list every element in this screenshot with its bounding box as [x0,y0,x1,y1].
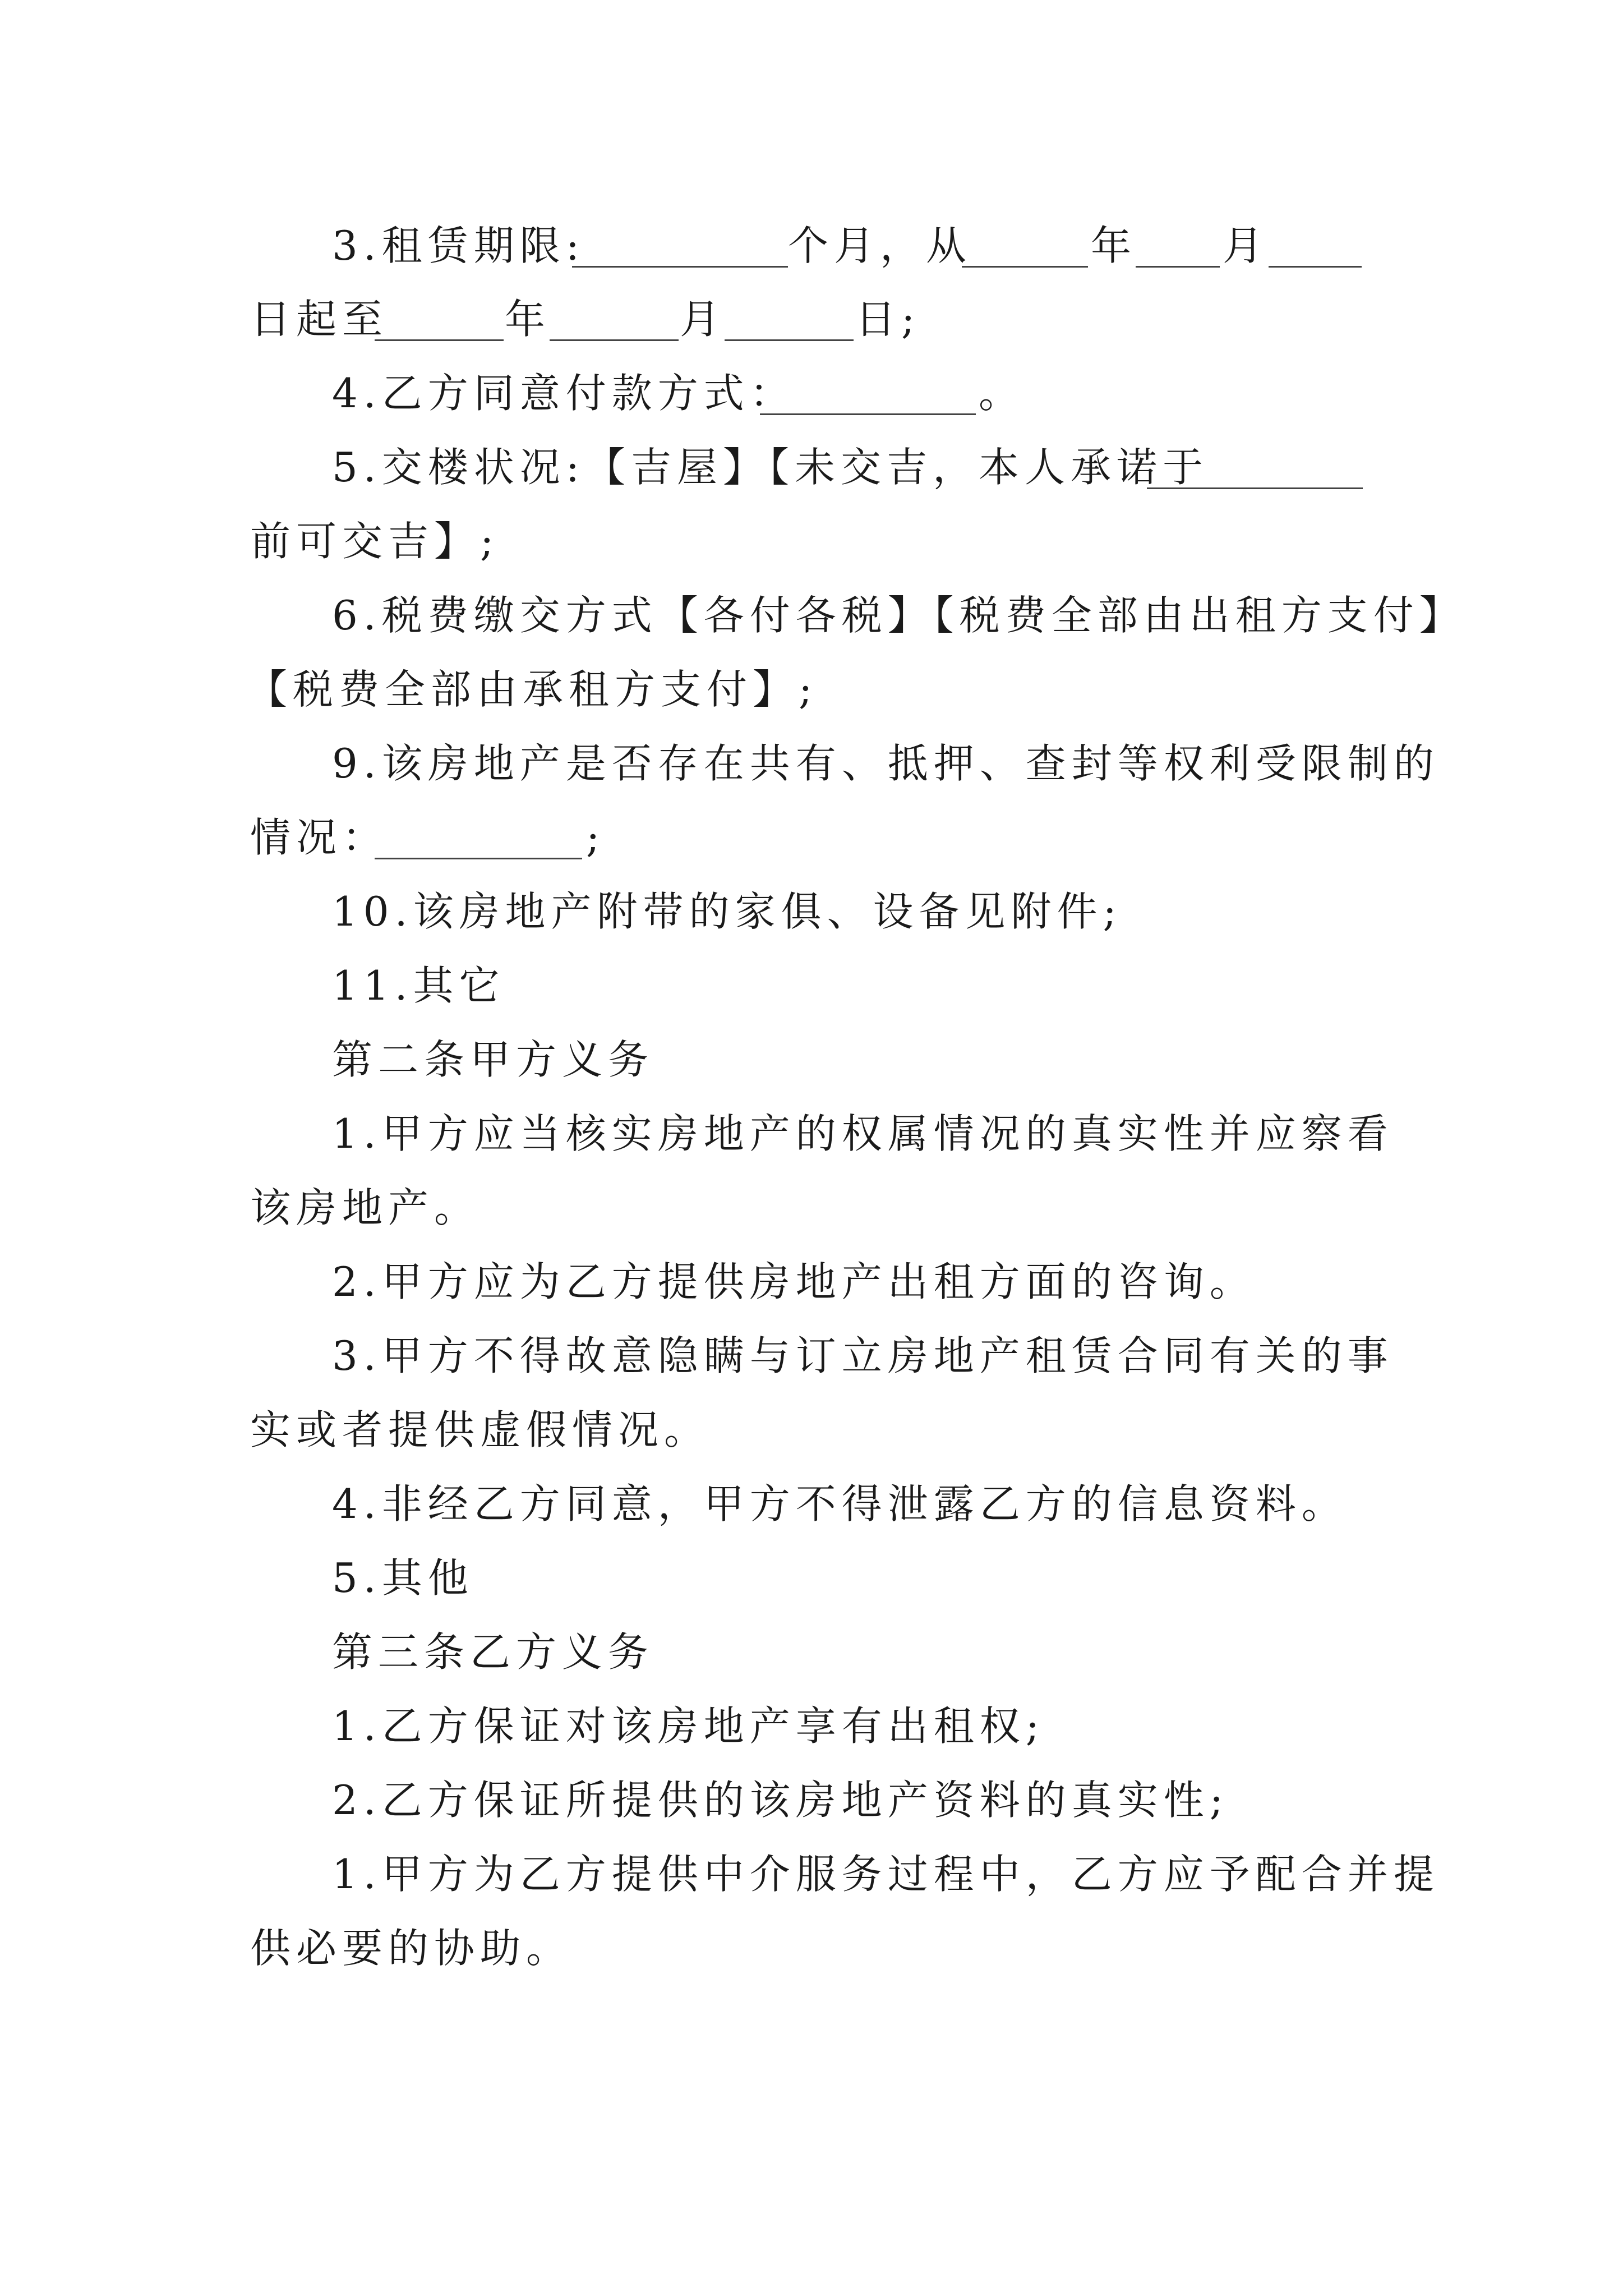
text-line [0,724,1623,803]
text-segment: 1.乙方保证对该房地产享有出租权; [332,1703,1045,1750]
text-line [0,280,1623,358]
fill-blank-day [725,306,854,341]
text-segment: 实或者提供虚假情况。 [250,1406,711,1453]
text-line [0,428,1623,507]
text-segment: 第三条乙方义务 [332,1628,654,1676]
text-segment: 第二条甲方义务 [332,1036,654,1083]
fill-blank-day [1269,232,1362,268]
text-line [0,576,1623,655]
text-line [0,206,1623,285]
fill-blank-year [962,232,1088,268]
text-line [0,946,1623,1025]
text-segment: 5.其他 [332,1554,474,1602]
text-line [0,650,1623,729]
text-segment: 11.其它 [332,962,505,1009]
text-segment: 10.该房地产附带的家俱、设备见附件; [332,888,1122,935]
text-segment: 3.甲方不得故意隐瞒与订立房地产租赁合同有关的事 [332,1332,1394,1379]
text-segment: 1.甲方为乙方提供中介服务过程中，乙方应予配合并提 [332,1851,1440,1898]
text-segment: 情况： [250,814,389,861]
text-segment: 4.乙方同意付款方式： [332,370,796,417]
text-segment: 3.租赁期限: [332,222,585,269]
section-heading [0,1020,1623,1099]
text-line [0,1835,1623,1913]
text-line [0,1539,1623,1617]
section-heading [0,1613,1623,1691]
text-segment: 2.乙方保证所提供的该房地产资料的真实性; [332,1777,1229,1824]
text-line [0,1687,1623,1765]
text-segment: 1.甲方应当核实房地产的权属情况的真实性并应察看 [332,1110,1394,1157]
text-segment: 月 [1223,222,1269,269]
text-segment: 日起至 [250,296,389,343]
text-segment: 9.该房地产是否存在共有、抵押、查封等权利受限制的 [332,740,1440,787]
text-line [0,1168,1623,1247]
text-segment: 2.甲方应为乙方提供房地产出租方面的咨询。 [332,1258,1256,1305]
text-segment: ; [586,814,606,861]
text-segment: 前可交吉】; [250,518,500,565]
text-segment: 该房地产。 [250,1184,481,1231]
text-segment: 月 [680,296,726,343]
text-line [0,1094,1623,1173]
fill-blank-month [550,306,679,341]
text-segment: 6.税费缴交方式【各付各税】【税费全部由出租方支付】 [332,592,1465,639]
text-line [0,1909,1623,1987]
text-segment: 个月，从 [788,222,972,269]
text-line [0,1243,1623,1321]
fill-blank-month [1136,232,1220,268]
text-line [0,1391,1623,1469]
text-segment: 年 [505,296,551,343]
text-line [0,872,1623,951]
text-segment: 5.交楼状况:【吉屋】【未交吉，本人承诺于 [332,444,1209,491]
fill-blank-restriction [375,824,582,859]
text-segment: 4.非经乙方同意，甲方不得泄露乙方的信息资料。 [332,1480,1348,1527]
text-segment: 年 [1091,222,1137,269]
fill-blank-months [572,232,788,268]
fill-blank-handover-date [1147,454,1363,489]
text-line [0,502,1623,581]
text-segment: 。 [979,370,1025,417]
text-segment: 日; [855,296,921,343]
text-line [0,1761,1623,1839]
fill-blank-payment [760,380,976,415]
text-line [0,1317,1623,1395]
text-line [0,354,1623,432]
fill-blank-year [375,306,504,341]
text-line [0,1465,1623,1543]
text-segment: 供必要的协助。 [250,1925,573,1972]
text-line [0,798,1623,877]
text-segment: 【税费全部由承租方支付】; [247,666,818,713]
